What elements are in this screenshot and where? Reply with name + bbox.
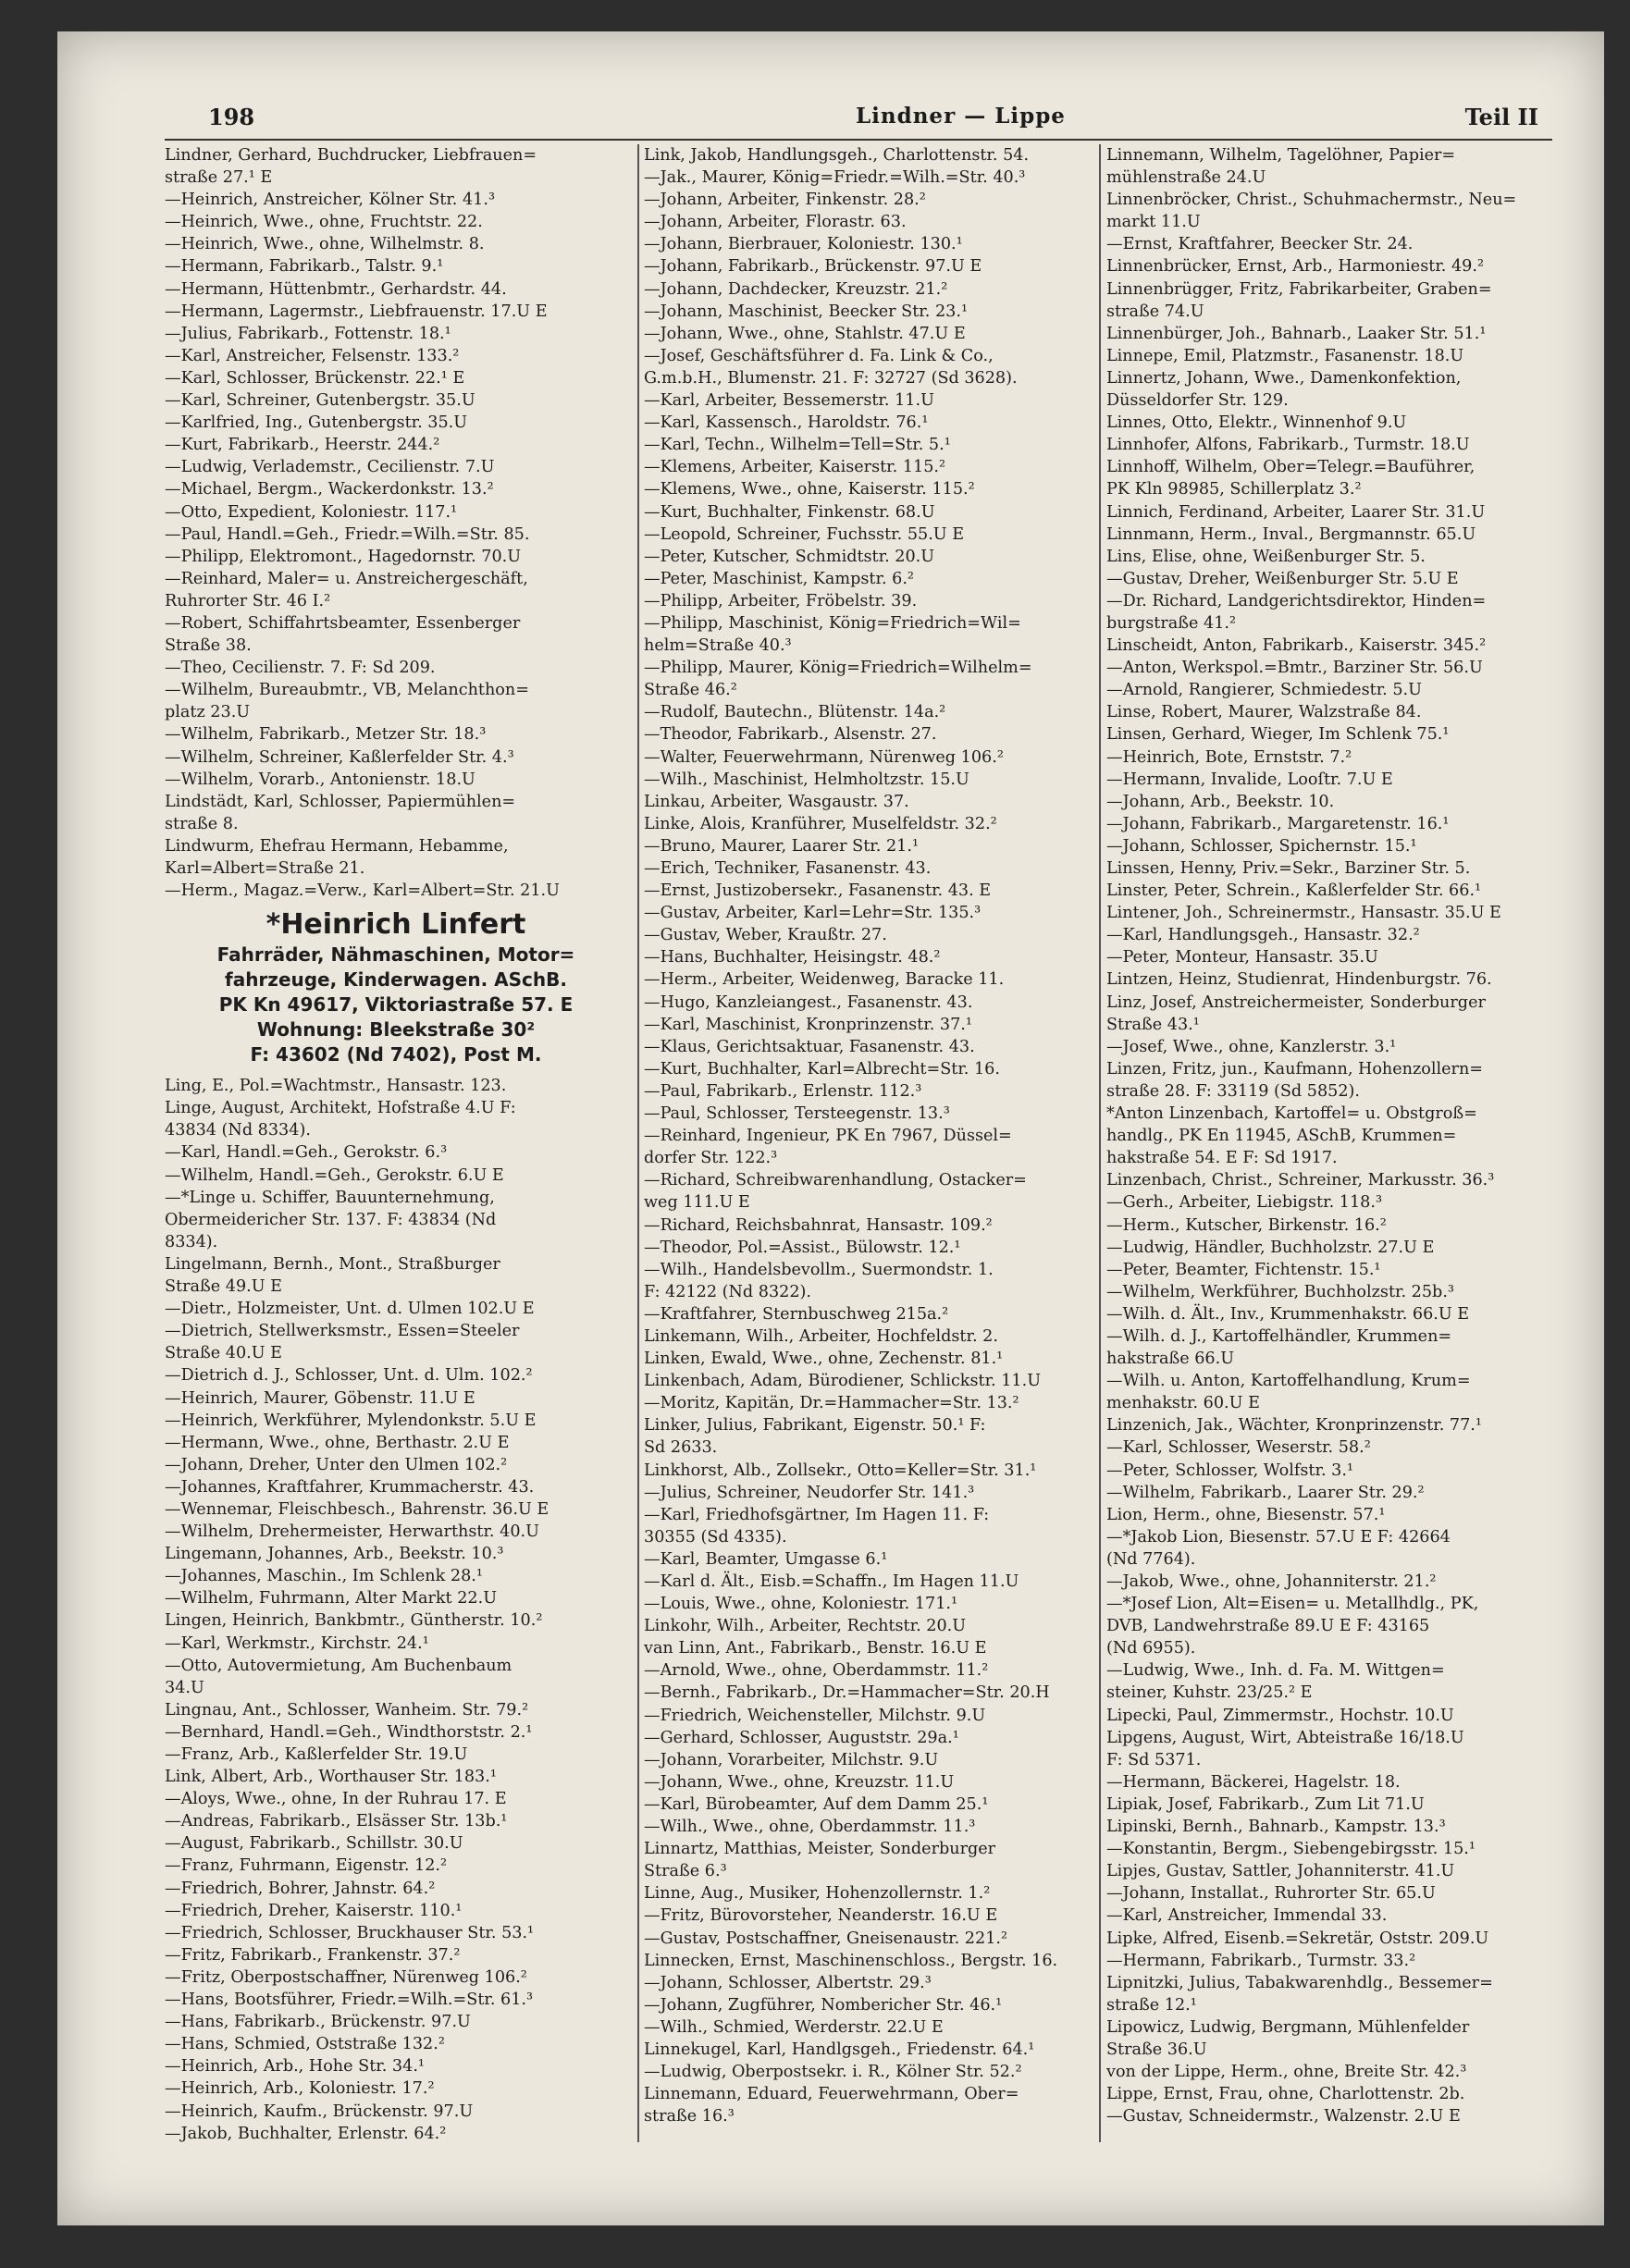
directory-entry-line: Linkhorst, Alb., Zollsekr., Otto=Keller=Str. 31.¹ <box>644 1461 1037 1480</box>
directory-entry-line: Lippe, Ernst, Frau, ohne, Charlottenstr. 2b. <box>1106 2085 1465 2104</box>
directory-entry-line: —Wilhelm, Werkführer, Buchholzstr. 25b.³ <box>1106 1282 1454 1301</box>
directory-entry-line: 8334). <box>165 1232 218 1251</box>
directory-entry-line: —Kurt, Buchhalter, Karl=Albrecht=Str. 16. <box>644 1059 1000 1079</box>
directory-entry-line: —Hans, Schmied, Oststraße 132.² <box>165 2035 445 2054</box>
directory-entry-line: —Peter, Kutscher, Schmidtstr. 20.U <box>644 547 935 566</box>
directory-entry-line: Linnemann, Wilhelm, Tagelöhner, Papier= <box>1106 146 1456 165</box>
directory-entry-line: —Robert, Schiffahrtsbeamter, Essenberger <box>165 613 521 633</box>
directory-entry-line: —Dr. Richard, Landgerichtsdirektor, Hinden= <box>1106 591 1487 610</box>
directory-entry-line: —Friedrich, Weichensteller, Milchstr. 9.U <box>644 1706 986 1725</box>
directory-entry-line: —Arnold, Rangierer, Schmiedestr. 5.U <box>1106 681 1422 700</box>
directory-entry-line: —Johann, Fabrikarb., Margaretenstr. 16.¹ <box>1106 814 1450 833</box>
directory-entry-line: —Karl, Anstreicher, Felsenstr. 133.² <box>165 346 460 365</box>
directory-entry-line: —*Josef Lion, Alt=Eisen= u. Metallhdlg., PK, <box>1106 1595 1479 1614</box>
directory-entry-line: —Ludwig, Händler, Buchholzstr. 27.U E <box>1106 1238 1435 1257</box>
directory-entry-line: —Paul, Schlosser, Tersteegenstr. 13.³ <box>644 1104 950 1124</box>
directory-entry-line: —Heinrich, Maurer, Göbenstr. 11.U E <box>165 1388 475 1408</box>
directory-entry-line: hakstraße 66.U <box>1106 1350 1235 1369</box>
directory-entry-line: —August, Fabrikarb., Schillstr. 30.U <box>165 1834 463 1854</box>
directory-entry-line: —Friedrich, Dreher, Kaiserstr. 110.¹ <box>165 1901 463 1920</box>
directory-entry-line: —Wilh. d. J., Kartoffelhändler, Krummen= <box>1106 1326 1452 1346</box>
advertisement-line: Fahrräder, Nähmaschinen, Motor= <box>216 943 575 967</box>
directory-entry-line: Linnenbürger, Joh., Bahnarb., Laaker Str. 51.¹ <box>1106 324 1487 343</box>
directory-entry-line: —Theodor, Pol.=Assist., Bülowstr. 12.¹ <box>644 1238 961 1257</box>
directory-entry-line: —Johann, Bierbrauer, Koloniestr. 130.¹ <box>644 235 963 254</box>
directory-entry-line: —Hermann, Fabrikarb., Turmstr. 33.² <box>1106 1951 1416 1970</box>
directory-entry-line: Sd 2633. <box>644 1438 718 1458</box>
directory-entry-line: —Heinrich, Arb., Koloniestr. 17.² <box>165 2079 435 2099</box>
directory-entry-line: —Wilh., Maschinist, Helmholtzstr. 15.U <box>644 770 969 789</box>
directory-entry-line: Lipowicz, Ludwig, Bergmann, Mühlenfelder <box>1106 2017 1470 2037</box>
directory-entry-line: —Wilhelm, Drehermeister, Herwarthstr. 40.U <box>165 1522 539 1542</box>
directory-entry-line: 34.U <box>165 1678 204 1697</box>
directory-entry-line: —Johann, Dreher, Unter den Ulmen 102.² <box>165 1455 508 1474</box>
directory-entry-line: —Richard, Reichsbahnrat, Hansastr. 109.² <box>644 1215 993 1235</box>
directory-entry-line: —Johann, Vorarbeiter, Milchstr. 9.U <box>644 1750 939 1769</box>
directory-column-1 <box>165 144 627 2179</box>
directory-entry-line: burgstraße 41.² <box>1106 613 1237 633</box>
directory-entry-line: —Dietr., Holzmeister, Unt. d. Ulmen 102.U E <box>165 1300 535 1319</box>
directory-entry-line: Straße 38. <box>165 636 252 656</box>
directory-entry-line: —Hermann, Fabrikarb., Talstr. 9.¹ <box>165 257 444 277</box>
directory-entry-line: Lingemann, Johannes, Arb., Beekstr. 10.³ <box>165 1545 504 1564</box>
directory-entry-line: Straße 46.² <box>644 681 737 700</box>
directory-entry-line: —Theo, Cecilienstr. 7. F: Sd 209. <box>165 659 436 678</box>
directory-entry-line: —Karl, Werkmstr., Kirchstr. 24.¹ <box>165 1633 429 1653</box>
directory-entry-line: Karl=Albert=Straße 21. <box>165 859 365 878</box>
directory-entry-line: steiner, Kuhstr. 23/25.² E <box>1106 1683 1313 1703</box>
directory-entry-line: —Johann, Arbeiter, Finkenstr. 28.² <box>644 191 926 210</box>
directory-entry-line: Lipke, Alfred, Eisenb.=Sekretär, Oststr. 209.U <box>1106 1929 1489 1948</box>
directory-entry-line: Linker, Julius, Fabrikant, Eigenstr. 50.¹ F: <box>644 1416 986 1436</box>
directory-entry-line: —Louis, Wwe., ohne, Koloniestr. 171.¹ <box>644 1595 958 1614</box>
directory-entry-line: —Josef, Wwe., ohne, Kanzlerstr. 3.¹ <box>1106 1037 1397 1056</box>
directory-entry-line: Ling, E., Pol.=Wachtmstr., Hansastr. 123. <box>165 1077 507 1096</box>
directory-entry-line: F: Sd 5371. <box>1106 1750 1202 1769</box>
directory-entry-line: —Philipp, Maurer, König=Friedrich=Wilhelm= <box>644 659 1032 678</box>
directory-entry-line: —Gustav, Dreher, Weißenburger Str. 5.U E <box>1106 569 1459 588</box>
directory-entry-line: mühlenstraße 24.U <box>1106 168 1266 188</box>
directory-entry-line: Lins, Elise, ohne, Weißenburger Str. 5. <box>1106 547 1426 566</box>
directory-entry-line: —Otto, Autovermietung, Am Buchenbaum <box>165 1656 512 1675</box>
directory-entry-line: Lintener, Joh., Schreinermstr., Hansastr. 35.U E <box>1106 904 1501 923</box>
directory-entry-line: —Karl, Schreiner, Gutenbergstr. 35.U <box>165 391 475 411</box>
directory-entry-line: —Karl, Schlosser, Brückenstr. 22.¹ E <box>165 368 465 388</box>
directory-entry-line: —Philipp, Maschinist, König=Friedrich=Wil= <box>644 613 1021 633</box>
directory-entry-line: Linscheidt, Anton, Fabrikarb., Kaiserstr. 345.² <box>1106 636 1487 656</box>
directory-entry-line: —Heinrich, Bote, Ernststr. 7.² <box>1106 747 1352 767</box>
directory-entry-line: Link, Albert, Arb., Worthauser Str. 183.¹ <box>165 1768 497 1787</box>
directory-entry-line: Lipiak, Josef, Fabrikarb., Zum Lit 71.U <box>1106 1794 1425 1814</box>
directory-entry-line: —Wennemar, Fleischbesch., Bahrenstr. 36.U E <box>165 1499 550 1519</box>
directory-entry-line: Lipjes, Gustav, Sattler, Johanniterstr. 41.U <box>1106 1862 1455 1881</box>
directory-entry-line: —Paul, Fabrikarb., Erlenstr. 112.³ <box>644 1081 922 1101</box>
directory-entry-line: —Anton, Werkspol.=Bmtr., Barziner Str. 56.U <box>1106 659 1483 678</box>
directory-entry-line: —Hans, Buchhalter, Heisingstr. 48.² <box>644 948 941 968</box>
directory-entry-line: —Gustav, Arbeiter, Karl=Lehr=Str. 135.³ <box>644 904 982 923</box>
directory-entry-line: Linne, Aug., Musiker, Hohenzollernstr. 1.² <box>644 1884 991 1904</box>
directory-entry-line: —Heinrich, Kaufm., Brückenstr. 97.U <box>165 2102 474 2121</box>
directory-entry-line: —Gerh., Arbeiter, Liebigstr. 118.³ <box>1106 1193 1383 1213</box>
directory-entry-line: Linnich, Ferdinand, Arbeiter, Laarer Str. 31.U <box>1106 502 1486 522</box>
directory-entry-line: —Johann, Schlosser, Spichernstr. 15.¹ <box>1106 836 1417 856</box>
directory-entry-line: —Herm., Arbeiter, Weidenweg, Baracke 11. <box>644 970 1005 990</box>
directory-entry-line: —Johann, Wwe., ohne, Kreuzstr. 11.U <box>644 1772 955 1792</box>
directory-entry-line: —Friedrich, Schlosser, Bruckhauser Str. 53.¹ <box>165 1923 535 1942</box>
directory-entry-line: Linnenbrügger, Fritz, Fabrikarbeiter, Graben= <box>1106 279 1492 299</box>
column-divider <box>637 144 639 2142</box>
directory-entry-line: —Erich, Techniker, Fasanenstr. 43. <box>644 859 932 878</box>
directory-entry-line: Lindstädt, Karl, Schlosser, Papiermühlen= <box>165 792 516 811</box>
directory-entry-line: handlg., PK En 11945, ASchB, Krummen= <box>1106 1127 1457 1146</box>
directory-entry-line: —Andreas, Fabrikarb., Elsässer Str. 13b.¹ <box>165 1812 508 1831</box>
directory-entry-line: menhakstr. 60.U E <box>1106 1394 1260 1413</box>
advertisement-line: F: 43602 (Nd 7402), Post M. <box>250 1043 542 1066</box>
directory-entry-line: Düsseldorfer Str. 129. <box>1106 391 1289 411</box>
directory-entry-line: —Rudolf, Bautechn., Blütenstr. 14a.² <box>644 703 946 722</box>
directory-entry-line: Linnenbröcker, Christ., Schuhmachermstr., Neu= <box>1106 191 1517 210</box>
directory-entry-line: —*Jakob Lion, Biesenstr. 57.U E F: 42664 <box>1106 1527 1451 1547</box>
directory-entry-line: —Philipp, Elektromont., Hagedornstr. 70.U <box>165 547 522 566</box>
directory-entry-line: *Anton Linzenbach, Kartoffel= u. Obstgroß= <box>1106 1104 1477 1124</box>
directory-entry-line: —Dietrich d. J., Schlosser, Unt. d. Ulm. 102.² <box>165 1366 533 1386</box>
directory-entry-line: —Karl, Handl.=Geh., Gerokstr. 6.³ <box>165 1143 448 1163</box>
directory-entry-line: —Ernst, Kraftfahrer, Beecker Str. 24. <box>1106 235 1414 254</box>
directory-entry-line: weg 111.U E <box>644 1193 750 1213</box>
directory-entry-line: Lipgens, August, Wirt, Abteistraße 16/18.U <box>1106 1728 1464 1747</box>
directory-entry-line: —Johannes, Maschin., Im Schlenk 28.¹ <box>165 1567 483 1586</box>
directory-entry-line: —Fritz, Oberpostschaffner, Nürenweg 106.² <box>165 1967 527 1987</box>
directory-entry-line: (Nd 6955). <box>1106 1639 1196 1658</box>
directory-entry-line: —Reinhard, Ingenieur, PK En 7967, Düssel= <box>644 1127 1012 1146</box>
directory-entry-line: Lindwurm, Ehefrau Hermann, Hebamme, <box>165 836 509 856</box>
advertisement-title: *Heinrich Linfert <box>265 908 526 942</box>
directory-entry-line: G.m.b.H., Blumenstr. 21. F: 32727 (Sd 3628). <box>644 368 1018 388</box>
directory-entry-line: —Bruno, Maurer, Laarer Str. 21.¹ <box>644 836 919 856</box>
directory-entry-line: Linzen, Fritz, jun., Kaufmann, Hohenzollern= <box>1106 1059 1484 1079</box>
directory-entry-line: —Hermann, Wwe., ohne, Berthastr. 2.U E <box>165 1433 510 1452</box>
directory-entry-line: straße 27.¹ E <box>165 168 273 188</box>
directory-entry-line: —Wilhelm, Fabrikarb., Metzer Str. 18.³ <box>165 725 487 745</box>
directory-entry-line: (Nd 7764). <box>1106 1549 1196 1569</box>
directory-entry-line: Linnertz, Johann, Wwe., Damenkonfektion, <box>1106 368 1462 388</box>
directory-entry-line: —Wilh., Handelsbevollm., Suermondstr. 1. <box>644 1260 994 1279</box>
directory-entry-line: —Klemens, Wwe., ohne, Kaiserstr. 115.² <box>644 480 975 499</box>
directory-entry-line: —Konstantin, Bergm., Siebengebirgsstr. 15.¹ <box>1106 1840 1476 1859</box>
directory-entry-line: Straße 6.³ <box>644 1862 727 1881</box>
directory-entry-line: —Johann, Installat., Ruhrorter Str. 65.U <box>1106 1884 1436 1904</box>
directory-entry-line: —Karl, Friedhofsgärtner, Im Hagen 11. F: <box>644 1505 990 1524</box>
directory-entry-line: —Franz, Fuhrmann, Eigenstr. 12.² <box>165 1856 448 1876</box>
directory-entry-line: —Hermann, Lagermstr., Liebfrauenstr. 17.U E <box>165 302 548 321</box>
directory-entry-line: Straße 49.U E <box>165 1277 283 1297</box>
directory-entry-line: straße 28. F: 33119 (Sd 5852). <box>1106 1081 1360 1101</box>
directory-entry-line: 43834 (Nd 8334). <box>165 1121 311 1140</box>
directory-entry-line: —Johann, Dachdecker, Kreuzstr. 21.² <box>644 279 948 299</box>
directory-entry-line: Straße 36.U <box>1106 2040 1207 2059</box>
directory-entry-line: Linnecken, Ernst, Maschinenschloss., Bergstr. 16. <box>644 1951 1058 1970</box>
directory-entry-line: straße 12.¹ <box>1106 1995 1197 2015</box>
directory-entry-line: —Leopold, Schreiner, Fuchsstr. 55.U E <box>644 524 965 544</box>
directory-entry-line: Linse, Robert, Maurer, Walzstraße 84. <box>1106 703 1422 722</box>
directory-entry-line: Linkau, Arbeiter, Wasgaustr. 37. <box>644 792 909 811</box>
page-header <box>143 104 1557 135</box>
directory-entry-line: —Karl, Maschinist, Kronprinzenstr. 37.¹ <box>644 1015 972 1034</box>
directory-entry-line: —Wilh. u. Anton, Kartoffelhandlung, Krum= <box>1106 1372 1471 1391</box>
advertisement-line: fahrzeuge, Kinderwagen. ASchB. <box>225 968 567 992</box>
directory-entry-line: Straße 43.¹ <box>1106 1015 1200 1034</box>
column-divider <box>1099 144 1101 2142</box>
directory-entry-line: F: 42122 (Nd 8322). <box>644 1282 812 1301</box>
directory-entry-line: —Johann, Maschinist, Beecker Str. 23.¹ <box>644 302 968 321</box>
directory-entry-line: —Gustav, Weber, Kraußtr. 27. <box>644 926 887 945</box>
directory-entry-line: Linsen, Gerhard, Wieger, Im Schlenk 75.¹ <box>1106 725 1450 745</box>
directory-entry-line: —Karl, Techn., Wilhelm=Tell=Str. 5.¹ <box>644 436 951 455</box>
directory-entry-line: —Wilhelm, Schreiner, Kaßlerfelder Str. 4.³ <box>165 747 514 767</box>
directory-entry-line: Linnmann, Herm., Inval., Bergmannstr. 65.U <box>1106 524 1476 544</box>
directory-entry-line: —Bernh., Fabrikarb., Dr.=Hammacher=Str. 20.H <box>644 1683 1050 1703</box>
directory-entry-line: —Peter, Monteur, Hansastr. 35.U <box>1106 948 1378 968</box>
advertisement-line: PK Kn 49617, Viktoriastraße 57. E <box>218 993 574 1017</box>
directory-entry-line: Linkohr, Wilh., Arbeiter, Rechtstr. 20.U <box>644 1617 967 1636</box>
directory-entry-line: Linke, Alois, Kranführer, Muselfeldstr. 32.² <box>644 814 997 833</box>
directory-entry-line: Linssen, Henny, Priv.=Sekr., Barziner Str. 5. <box>1106 859 1471 878</box>
directory-entry-line: Linnhofer, Alfons, Fabrikarb., Turmstr. 18.U <box>1106 436 1470 455</box>
directory-entry-line: —Kraftfahrer, Sternbuschweg 215a.² <box>644 1304 949 1324</box>
directory-entry-line: —Bernhard, Handl.=Geh., Windthorststr. 2.¹ <box>165 1722 533 1742</box>
directory-entry-line: —Johann, Fabrikarb., Brückenstr. 97.U E <box>644 257 982 277</box>
directory-entry-line: dorfer Str. 122.³ <box>644 1149 778 1168</box>
directory-entry-line: —Arnold, Wwe., ohne, Oberdammstr. 11.² <box>644 1661 989 1681</box>
directory-entry-line: —Karl, Anstreicher, Immendal 33. <box>1106 1906 1388 1926</box>
directory-entry-line: —Fritz, Fabrikarb., Frankenstr. 37.² <box>165 1945 461 1965</box>
directory-entry-line: —Franz, Arb., Kaßlerfelder Str. 19.U <box>165 1745 468 1764</box>
directory-entry-line: Linnartz, Matthias, Meister, Sonderburger <box>644 1840 996 1859</box>
directory-column-2 <box>644 144 1088 2179</box>
directory-entry-line: —Wilhelm, Fuhrmann, Alter Markt 22.U <box>165 1589 498 1609</box>
directory-entry-line: —Hans, Fabrikarb., Brückenstr. 97.U <box>165 2013 471 2032</box>
directory-entry-line: —Jak., Maurer, König=Friedr.=Wilh.=Str. 40.³ <box>644 168 1026 188</box>
advertisement-block <box>165 907 627 1067</box>
directory-entry-line: Linnenbrücker, Ernst, Arb., Harmoniestr. 49.² <box>1106 257 1485 277</box>
running-title: Lindner — Lippe <box>856 104 1066 129</box>
directory-entry-line: —Karlfried, Ing., Gutenbergstr. 35.U <box>165 413 468 433</box>
directory-entry-line: —Ludwig, Oberpostsekr. i. R., Kölner Str. 52.² <box>644 2063 1022 2082</box>
directory-entry-line: Linnemann, Eduard, Feuerwehrmann, Ober= <box>644 2085 1019 2104</box>
directory-entry-line: —Julius, Fabrikarb., Fottenstr. 18.¹ <box>165 324 451 343</box>
directory-entry-line: —Kurt, Fabrikarb., Heerstr. 244.² <box>165 436 440 455</box>
directory-entry-line: Ruhrorter Str. 46 I.² <box>165 591 331 610</box>
directory-column-3 <box>1106 144 1558 2179</box>
directory-entry-line: —Jakob, Buchhalter, Erlenstr. 64.² <box>165 2124 447 2143</box>
directory-entry-line: —Peter, Beamter, Fichtenstr. 15.¹ <box>1106 1260 1381 1279</box>
directory-entry-line: markt 11.U <box>1106 213 1201 232</box>
directory-entry-line: Linzenbach, Christ., Schreiner, Markusstr. 36.³ <box>1106 1171 1495 1190</box>
directory-entry-line: —Johannes, Kraftfahrer, Krummacherstr. 43. <box>165 1477 535 1497</box>
directory-entry-line: Linge, August, Architekt, Hofstraße 4.U F: <box>165 1099 516 1118</box>
directory-entry-line: Lindner, Gerhard, Buchdrucker, Liebfrauen= <box>165 146 537 165</box>
directory-entry-line: Linkemann, Wilh., Arbeiter, Hochfeldstr. 2. <box>644 1326 998 1346</box>
directory-entry-line: —Johann, Wwe., ohne, Stahlstr. 47.U E <box>644 324 966 343</box>
directory-entry-line: —Heinrich, Arb., Hohe Str. 34.¹ <box>165 2057 425 2077</box>
directory-entry-line: —Reinhard, Maler= u. Anstreichergeschäft, <box>165 569 528 588</box>
directory-entry-line: —Hermann, Invalide, Looſtr. 7.U E <box>1106 770 1393 789</box>
directory-entry-line: —Karl, Kassensch., Haroldstr. 76.¹ <box>644 413 929 433</box>
directory-entry-line: —Friedrich, Bohrer, Jahnstr. 64.² <box>165 1879 436 1898</box>
directory-entry-line: —Wilh., Wwe., ohne, Oberdammstr. 11.³ <box>644 1818 976 1837</box>
directory-entry-line: —Johann, Zugführer, Nombericher Str. 46.¹ <box>644 1995 1003 2015</box>
directory-entry-line: —Herm., Kutscher, Birkenstr. 16.² <box>1106 1215 1387 1235</box>
directory-entry-line: —Josef, Geschäftsführer d. Fa. Link & Co., <box>644 346 994 365</box>
directory-entry-line: —Karl, Arbeiter, Bessemerstr. 11.U <box>644 391 934 411</box>
directory-entry-line: —Wilhelm, Handl.=Geh., Gerokstr. 6.U E <box>165 1165 504 1185</box>
directory-entry-line: —Karl d. Ält., Eisb.=Schaffn., Im Hagen 11.U <box>644 1572 1019 1591</box>
directory-entry-line: —Gustav, Postschaffner, Gneisenaustr. 221.² <box>644 1929 1008 1948</box>
directory-entry-line: Linnes, Otto, Elektr., Winnenhof 9.U <box>1106 413 1407 433</box>
directory-entry-line: Linnhoff, Wilhelm, Ober=Telegr.=Bauführer, <box>1106 458 1476 477</box>
directory-entry-line: straße 16.³ <box>644 2107 735 2126</box>
directory-entry-line: hakstraße 54. E F: Sd 1917. <box>1106 1149 1338 1168</box>
directory-entry-line: —Heinrich, Wwe., ohne, Wilhelmstr. 8. <box>165 235 485 254</box>
directory-entry-line: —Karl, Beamter, Umgasse 6.¹ <box>644 1549 888 1569</box>
directory-entry-line: —Wilhelm, Bureaubmtr., VB, Melanchthon= <box>165 681 529 700</box>
directory-entry-line: —Dietrich, Stellwerksmstr., Essen=Steeler <box>165 1322 520 1341</box>
header-rule <box>165 139 1552 141</box>
directory-entry-line: helm=Straße 40.³ <box>644 636 792 656</box>
directory-entry-line: platz 23.U <box>165 703 251 722</box>
directory-entry-line: —Karl, Bürobeamter, Auf dem Damm 25.¹ <box>644 1794 989 1814</box>
directory-entry-line: —Peter, Schlosser, Wolfstr. 3.¹ <box>1106 1461 1354 1480</box>
directory-entry-line: —Paul, Handl.=Geh., Friedr.=Wilh.=Str. 85. <box>165 524 530 544</box>
directory-entry-line: —Ernst, Justizobersekr., Fasanenstr. 43. E <box>644 881 992 901</box>
directory-entry-line: Lintzen, Heinz, Studienrat, Hindenburgstr. 76. <box>1106 970 1492 990</box>
directory-entry-line: —Gustav, Schneidermstr., Walzenstr. 2.U E <box>1106 2107 1461 2126</box>
directory-entry-line: —Kurt, Buchhalter, Finkenstr. 68.U <box>644 502 935 522</box>
directory-entry-line: —Johann, Arbeiter, Florastr. 63. <box>644 213 907 232</box>
directory-entry-line: PK Kln 98985, Schillerplatz 3.² <box>1106 480 1362 499</box>
directory-entry-line: Obermeidericher Str. 137. F: 43834 (Nd <box>165 1210 497 1229</box>
directory-entry-line: Linkenbach, Adam, Bürodiener, Schlickstr. 11.U <box>644 1372 1042 1391</box>
advertisement-line: Wohnung: Bleekstraße 30² <box>256 1018 536 1042</box>
directory-entry-line: Lipecki, Paul, Zimmermstr., Hochstr. 10.U <box>1106 1706 1454 1725</box>
directory-entry-line: Linnepe, Emil, Platzmstr., Fasanenstr. 18.U <box>1106 346 1464 365</box>
directory-entry-line: —Hans, Bootsführer, Friedr.=Wilh.=Str. 61.³ <box>165 1991 534 2010</box>
directory-entry-line: Linster, Peter, Schrein., Kaßlerfelder Str. 66.¹ <box>1106 881 1482 901</box>
directory-entry-line: —Hugo, Kanzleiangest., Fasanenstr. 43. <box>644 992 973 1012</box>
directory-entry-line: —Philipp, Arbeiter, Fröbelstr. 39. <box>644 591 918 610</box>
directory-entry-line: —Karl, Schlosser, Weserstr. 58.² <box>1106 1438 1371 1458</box>
directory-entry-line: —Peter, Maschinist, Kampstr. 6.² <box>644 569 914 588</box>
directory-entry-line: —Richard, Schreibwarenhandlung, Ostacker= <box>644 1171 1027 1190</box>
directory-entry-line: —Hermann, Hüttenbmtr., Gerhardstr. 44. <box>165 279 507 299</box>
directory-entry-line: Lion, Herm., ohne, Biesenstr. 57.¹ <box>1106 1505 1386 1524</box>
directory-entry-line: Lipnitzki, Julius, Tabakwarenhdlg., Bessemer= <box>1106 1973 1493 1992</box>
directory-entry-line: —Karl, Handlungsgeh., Hansastr. 32.² <box>1106 926 1420 945</box>
directory-entry-line: —Hermann, Bäckerei, Hagelstr. 18. <box>1106 1772 1401 1792</box>
directory-entry-line: —Julius, Schreiner, Neudorfer Str. 141.³ <box>644 1483 975 1502</box>
directory-entry-line: —Moritz, Kapitän, Dr.=Hammacher=Str. 13.² <box>644 1394 1019 1413</box>
directory-entry-line: Linz, Josef, Anstreichermeister, Sonderburger <box>1106 992 1486 1012</box>
directory-entry-line: —Heinrich, Wwe., ohne, Fruchtstr. 22. <box>165 213 483 232</box>
directory-entry-line: DVB, Landwehrstraße 89.U E F: 43165 <box>1106 1617 1430 1636</box>
directory-entry-line: —Ludwig, Verlademstr., Cecilienstr. 7.U <box>165 458 495 477</box>
directory-entry-line: —*Linge u. Schiffer, Bauunternehmung, <box>165 1188 495 1207</box>
directory-entry-line: —Michael, Bergm., Wackerdonkstr. 13.² <box>165 480 494 499</box>
directory-entry-line: straße 74.U <box>1106 302 1204 321</box>
directory-entry-line: —Fritz, Bürovorsteher, Neanderstr. 16.U E <box>644 1906 998 1926</box>
directory-entry-line: —Wilh. d. Ält., Inv., Krummenhakstr. 66.U E <box>1106 1304 1470 1324</box>
directory-entry-line: —Gerhard, Schlosser, Auguststr. 29a.¹ <box>644 1728 959 1747</box>
directory-entry-line: —Wilhelm, Vorarb., Antonienstr. 18.U <box>165 770 475 789</box>
directory-entry-line: —Johann, Schlosser, Albertstr. 29.³ <box>644 1973 932 1992</box>
directory-entry-line: —Wilhelm, Fabrikarb., Laarer Str. 29.² <box>1106 1483 1425 1502</box>
directory-entry-line: Linzenich, Jak., Wächter, Kronprinzenstr. 77.¹ <box>1106 1416 1482 1436</box>
directory-entry-line: —Klaus, Gerichtsaktuar, Fasanenstr. 43. <box>644 1037 975 1056</box>
directory-entry-line: Lingen, Heinrich, Bankbmtr., Güntherstr. 10.² <box>165 1611 543 1631</box>
directory-entry-line: —Heinrich, Werkführer, Mylendonkstr. 5.U E <box>165 1411 537 1430</box>
directory-entry-line: Link, Jakob, Handlungsgeh., Charlottenstr. 54. <box>644 146 1030 165</box>
directory-entry-line: Lingelmann, Bernh., Mont., Straßburger <box>165 1254 500 1274</box>
directory-entry-line: —Otto, Expedient, Koloniestr. 117.¹ <box>165 502 458 522</box>
directory-entry-line: —Wilh., Schmied, Werderstr. 22.U E <box>644 2017 944 2037</box>
directory-entry-line: —Herm., Magaz.=Verw., Karl=Albert=Str. 21.U <box>165 881 560 901</box>
directory-entry-line: —Johann, Arb., Beekstr. 10. <box>1106 792 1335 811</box>
directory-entry-line: van Linn, Ant., Fabrikarb., Benstr. 16.U E <box>644 1639 987 1658</box>
directory-entry-line: —Aloys, Wwe., ohne, In der Ruhrau 17. E <box>165 1790 507 1809</box>
directory-entry-line: —Klemens, Arbeiter, Kaiserstr. 115.² <box>644 458 946 477</box>
directory-entry-line: —Heinrich, Anstreicher, Kölner Str. 41.³ <box>165 191 496 210</box>
directory-entry-line: 30355 (Sd 4335). <box>644 1527 787 1547</box>
directory-entry-line: Linnekugel, Karl, Handlgsgeh., Friedenstr. 64.¹ <box>644 2040 1035 2059</box>
directory-entry-line: —Theodor, Fabrikarb., Alsenstr. 27. <box>644 725 937 745</box>
page-number: 198 <box>208 104 255 130</box>
directory-entry-line: Lipinski, Bernh., Bahnarb., Kampstr. 13.³ <box>1106 1818 1446 1837</box>
section-label: Teil II <box>1464 104 1538 130</box>
directory-entry-line: —Ludwig, Wwe., Inh. d. Fa. M. Wittgen= <box>1106 1661 1445 1681</box>
directory-entry-line: —Jakob, Wwe., ohne, Johanniterstr. 21.² <box>1106 1572 1437 1591</box>
directory-entry-line: Lingnau, Ant., Schlosser, Wanheim. Str. 79.² <box>165 1700 529 1719</box>
directory-entry-line: Straße 40.U E <box>165 1344 283 1363</box>
directory-entry-line: Linken, Ewald, Wwe., ohne, Zechenstr. 81.¹ <box>644 1350 1004 1369</box>
directory-entry-line: straße 8. <box>165 814 239 833</box>
directory-entry-line: —Walter, Feuerwehrmann, Nürenweg 106.² <box>644 747 1004 767</box>
directory-entry-line: von der Lippe, Herm., ohne, Breite Str. 42.³ <box>1106 2063 1467 2082</box>
